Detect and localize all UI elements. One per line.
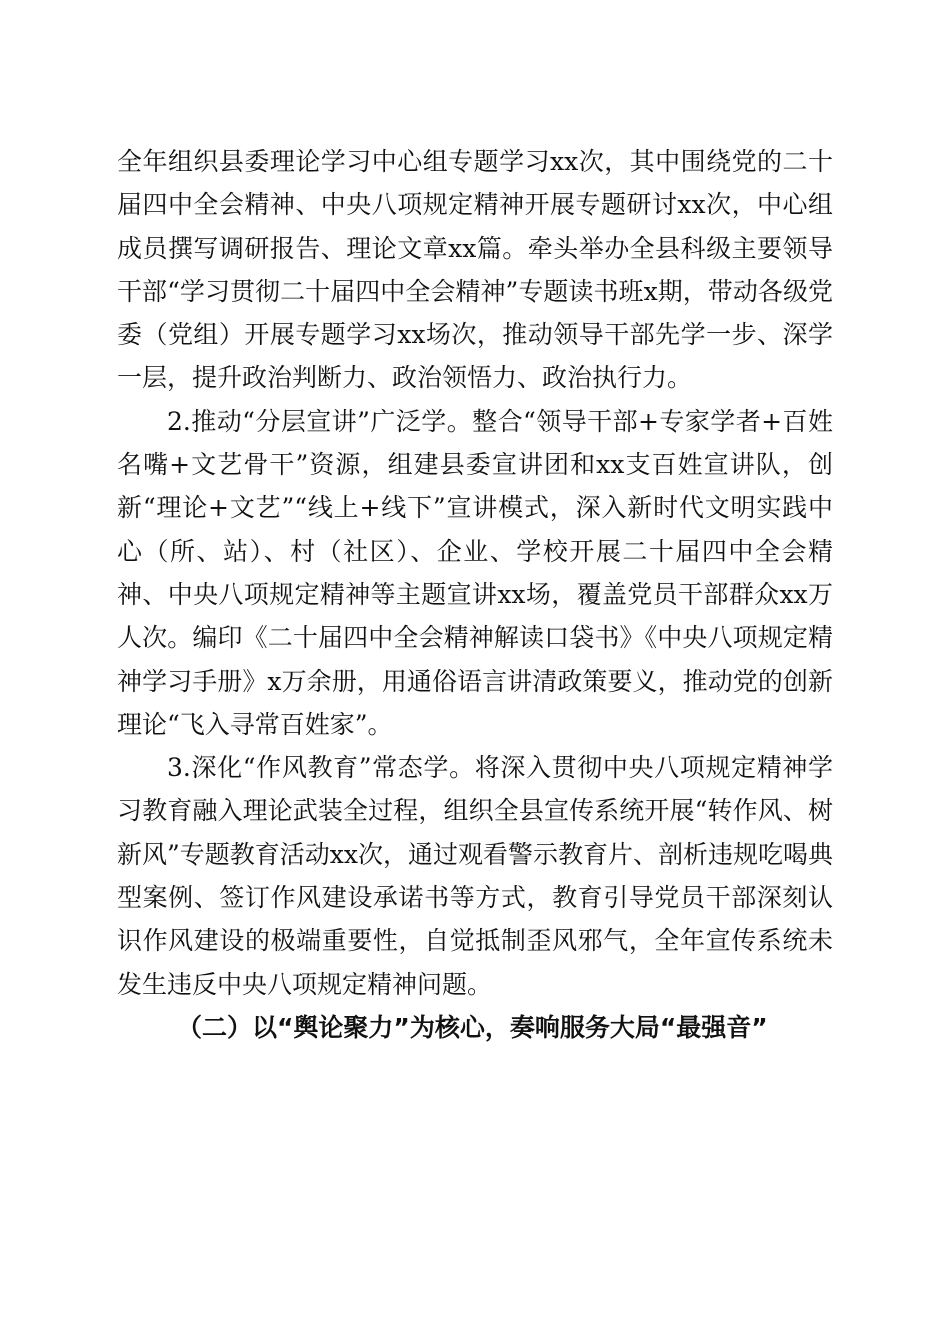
paragraph-tiered-lectures: 2.推动“分层宣讲”广泛学。整合“领导干部+专家学者+百姓名嘴+文艺骨干”资源，组建县委宣讲团和xx支百姓宣讲队，创新“理论+文艺”“线上+线下”宣讲模式，深入新时代文明实践中心（所、站）、村（社区）、企业、学校开展二十届四中全会精神、中央八项规定精神等主题宣讲xx场，覆盖党员干部群众xx万人次。编印《二十届四中全会精神解读口袋书》《中央八项规定精神学习手册》x万余册，用通俗语言讲清政策要义，推动党的创新理论“飞入寻常百姓家”。	[117, 406, 833, 739]
document-body	[117, 140, 833, 1049]
paragraph-style-education: 3.深化“作风教育”常态学。将深入贯彻中央八项规定精神学习教育融入理论武装全过程，组织全县宣传系统开展“转作风、树新风”专题教育活动xx次，通过观看警示教育片、剖析违规吃喝典型案例、签订作风建设承诺书等方式，教育引导党员干部深刻认识作风建设的极端重要性，自觉抵制歪风邪气，全年宣传系统未发生违反中央八项规定精神问题。	[117, 753, 833, 999]
paragraph-study-summary: 全年组织县委理论学习中心组专题学习xx次，其中围绕党的二十届四中全会精神、中央八项规定精神开展专题研讨xx次，中心组成员撰写调研报告、理论文章xx篇。牵头举办全县科级主要领导干部“学习贯彻二十届四中全会精神”专题读书班x期，带动各级党委（党组）开展专题学习xx场次，推动领导干部先学一步、深学一层，提升政治判断力、政治领悟力、政治执行力。	[117, 147, 833, 393]
section-heading: （二）以“舆论聚力”为核心，奏响服务大局“最强音”	[177, 1012, 768, 1042]
